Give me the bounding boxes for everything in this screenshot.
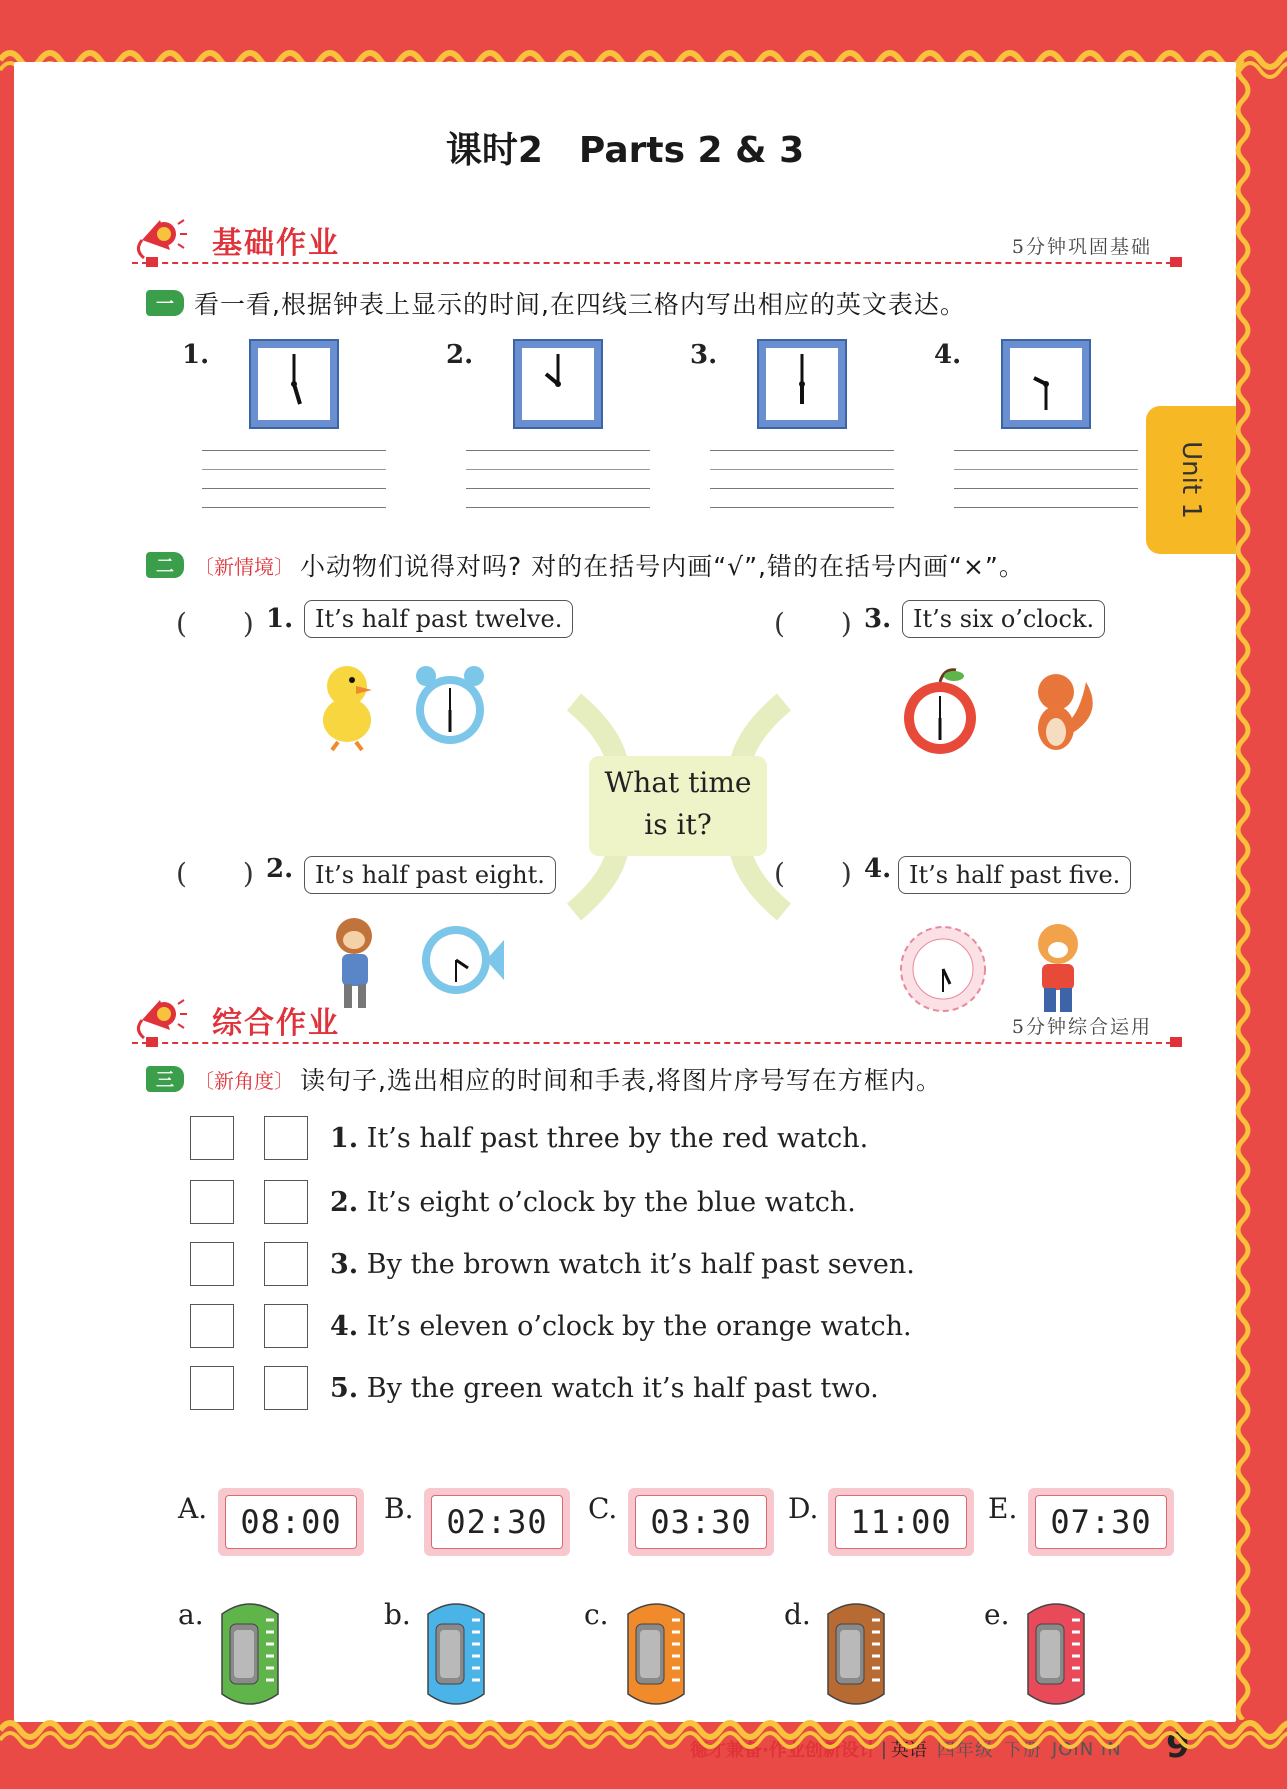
writing-lines[interactable]: [710, 450, 894, 526]
item-number: 1.: [182, 340, 210, 370]
divider-start-mark: [146, 257, 158, 267]
writing-lines[interactable]: [202, 450, 386, 526]
section-note: 5分钟综合运用: [1011, 1016, 1152, 1038]
answer-paren-3[interactable]: ( ): [774, 607, 852, 640]
megaphone-icon: [132, 990, 188, 1042]
sentence-number: 5.: [330, 1372, 359, 1404]
item-number: 1.: [266, 604, 294, 634]
item-number: 3.: [690, 340, 718, 370]
center-line-2: is it?: [644, 808, 712, 841]
option-label: D.: [788, 1492, 819, 1525]
wavy-border-right: [1228, 60, 1258, 1720]
item-number: 2.: [266, 854, 294, 884]
option-label: B.: [384, 1492, 414, 1525]
clock-icon: [1000, 338, 1092, 430]
answer-paren-1[interactable]: ( ): [176, 607, 254, 640]
center-question-box: [589, 756, 767, 856]
digital-time: 08:00: [225, 1495, 357, 1549]
divider-start-mark: [146, 1037, 158, 1047]
sentence-number: 3.: [330, 1248, 359, 1280]
section-divider: [132, 262, 1182, 264]
section-title: 基础作业: [212, 226, 340, 261]
blue-watch-icon: [414, 1594, 498, 1714]
speech-bubble-4: It’s half past five.: [898, 856, 1131, 894]
answer-paren-2[interactable]: ( ): [176, 857, 254, 890]
section-header-comprehensive: [132, 990, 1182, 1050]
footer-brand: 德才兼备·作业创新设计: [690, 1740, 877, 1761]
sentence: [330, 1249, 915, 1280]
section-note: 5分钟巩固基础: [1011, 236, 1152, 258]
digital-time: 07:30: [1035, 1495, 1167, 1549]
writing-lines[interactable]: [954, 450, 1138, 526]
green-watch-icon: [208, 1594, 292, 1714]
duck-icon: [312, 656, 382, 752]
match-row-2: [190, 1180, 856, 1224]
sentence-number: 4.: [330, 1310, 359, 1342]
megaphone-icon: [132, 210, 188, 262]
sentence-text: It’s half past three by the red watch.: [366, 1122, 869, 1154]
watch-answer-box[interactable]: [264, 1304, 308, 1348]
clock-icon: [512, 338, 604, 430]
question-tag: 〔新角度〕: [194, 1068, 294, 1093]
question-2-header: [146, 548, 1025, 582]
option-label: d.: [784, 1598, 811, 1631]
sentence-text: By the brown watch it’s half past seven.: [366, 1248, 915, 1280]
sentence-text: By the green watch it’s half past two.: [366, 1372, 879, 1404]
watch-answer-box[interactable]: [264, 1180, 308, 1224]
divider-end-mark: [1170, 257, 1182, 267]
footer-grade: 四年级: [936, 1740, 994, 1761]
apple-clock-icon: [898, 666, 984, 756]
digital-time: 03:30: [635, 1495, 767, 1549]
sentence: [330, 1311, 912, 1342]
section-divider: [132, 1042, 1182, 1044]
alarm-clock-icon: [410, 662, 490, 750]
question-number: 一: [146, 290, 184, 316]
question-text: 读句子,选出相应的时间和手表,将图片序号写在方框内。: [300, 1066, 942, 1095]
footer-separator: |: [880, 1738, 887, 1760]
time-answer-box[interactable]: [190, 1366, 234, 1410]
squirrel-icon: [1024, 662, 1100, 758]
wavy-border-bottom: [0, 1716, 1287, 1756]
question-text: 看一看,根据钟表上显示的时间,在四线三格内写出相应的英文表达。: [194, 290, 966, 319]
writing-lines[interactable]: [466, 450, 650, 526]
watch-answer-box[interactable]: [264, 1116, 308, 1160]
question-number: 二: [146, 552, 184, 578]
option-label: A.: [178, 1492, 208, 1525]
match-row-1: [190, 1116, 868, 1160]
sentence-number: 2.: [330, 1186, 359, 1218]
question-1-header: [146, 286, 966, 320]
footer-term: 下册: [1003, 1740, 1042, 1761]
worksheet-page: [14, 62, 1236, 1766]
brown-watch-icon: [814, 1594, 898, 1714]
unit-tab-label: Unit 1: [1175, 441, 1206, 519]
item-number: 3.: [864, 604, 892, 634]
item-number: 2.: [446, 340, 474, 370]
speech-bubble-1: It’s half past twelve.: [304, 600, 573, 638]
divider-end-mark: [1170, 1037, 1182, 1047]
option-label: b.: [384, 1598, 411, 1631]
item-number: 4.: [934, 340, 962, 370]
sentence-text: It’s eleven o’clock by the orange watch.: [366, 1310, 912, 1342]
time-answer-box[interactable]: [190, 1304, 234, 1348]
match-row-3: [190, 1242, 915, 1286]
footer-subject: 英语: [890, 1740, 927, 1761]
option-label: c.: [584, 1598, 609, 1631]
section-title: 综合作业: [212, 1006, 340, 1041]
digital-time: 02:30: [431, 1495, 563, 1549]
option-label: C.: [588, 1492, 618, 1525]
question-tag: 〔新情境〕: [194, 554, 294, 579]
orange-watch-icon: [614, 1594, 698, 1714]
page-number: 9: [1166, 1726, 1190, 1766]
watch-answer-box[interactable]: [264, 1366, 308, 1410]
time-answer-box[interactable]: [190, 1116, 234, 1160]
speech-bubble-2: It’s half past eight.: [304, 856, 556, 894]
footer-edition: JOIN IN: [1051, 1738, 1122, 1760]
match-row-5: [190, 1366, 879, 1410]
watch-answer-box[interactable]: [264, 1242, 308, 1286]
sentence-number: 1.: [330, 1122, 359, 1154]
fish-clock-icon: [416, 920, 506, 1000]
speech-bubble-3: It’s six o’clock.: [902, 600, 1105, 638]
sentence: [330, 1187, 856, 1218]
item-number: 4.: [864, 854, 892, 884]
page-title: 课时2 Parts 2 & 3: [445, 130, 805, 171]
unit-tab: [1146, 406, 1236, 554]
red-watch-icon: [1014, 1594, 1098, 1714]
option-label: e.: [984, 1598, 1010, 1631]
sentence-text: It’s eight o’clock by the blue watch.: [366, 1186, 856, 1218]
clock-icon: [248, 338, 340, 430]
option-label: a.: [178, 1598, 204, 1631]
time-answer-box[interactable]: [190, 1242, 234, 1286]
match-row-4: [190, 1304, 912, 1348]
question-number: 三: [146, 1066, 184, 1092]
question-3-header: [146, 1062, 942, 1096]
time-answer-box[interactable]: [190, 1180, 234, 1224]
question-text: 小动物们说得对吗? 对的在括号内画“√”,错的在括号内画“×”。: [300, 552, 1025, 581]
sentence: [330, 1123, 868, 1154]
digital-time: 11:00: [835, 1495, 967, 1549]
clock-icon: [756, 338, 848, 430]
center-line-1: What time: [604, 766, 752, 799]
section-header-basic: [132, 210, 1182, 270]
sentence: [330, 1373, 879, 1404]
answer-paren-4[interactable]: ( ): [774, 857, 852, 890]
option-label: E.: [988, 1492, 1018, 1525]
